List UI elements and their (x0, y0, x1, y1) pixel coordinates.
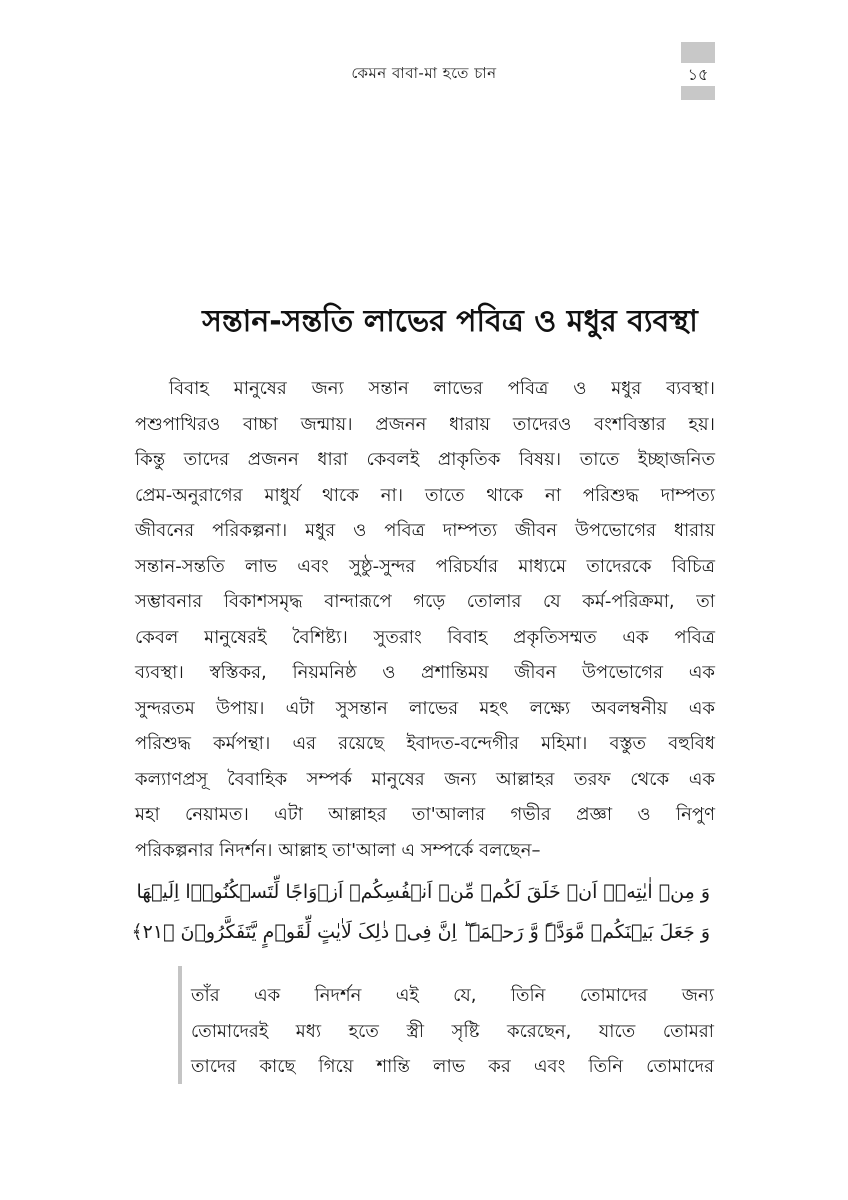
arabic-verse-line: وَ مِنۡ اٰیٰتِهٖۤ اَنۡ خَلَقَ لَکُمۡ مِّنۡ اَنۡفُسِکُمۡ اَزۡوَاجًا لِّتَسۡکُنُوۡۤا اِلَیۡهَا (136, 881, 710, 903)
paragraph-line: কল্যাণপ্রসূ বৈবাহিক সম্পর্ক মানুষের জন্য আল্লাহর তরফ থেকে এক (135, 768, 715, 790)
paragraph-line: প্রেম-অনুরাগের মাধুর্য থাকে না। তাতে থাকে না পরিশুদ্ধ দাম্পত্য (135, 484, 715, 506)
page-number: ১৫ (687, 65, 709, 84)
paragraph-line: কেবল মানুষেরই বৈশিষ্ট্য। সুতরাং বিবাহ প্রকৃতিসম্মত এক পবিত্র (135, 626, 715, 648)
translation-line: তাঁর এক নিদর্শন এই যে, তিনি তোমাদের জন্য (191, 985, 714, 1006)
verse-translation (191, 978, 714, 1085)
translation-line: তোমাদেরই মধ্য হতে স্ত্রী সৃষ্টি করেছেন, যাতে তোমরা (191, 1020, 714, 1042)
translation-line: তাদের কাছে গিয়ে শান্তি লাভ কর এবং তিনি তোমাদের (191, 1056, 714, 1077)
paragraph-line: সম্ভাবনার বিকাশসমৃদ্ধ বান্দারূপে গড়ে তোলার যে কর্ম-পরিক্রমা, তা (135, 591, 715, 612)
page-tab-bottom (681, 86, 715, 100)
paragraph-line: পরিকল্পনার নিদর্শন। আল্লাহ তা'আলা এ সম্পর্কে বলছেন– (135, 839, 541, 861)
paragraph-line: সন্তান-সন্ততি লাভ এবং সুষ্ঠু-সুন্দর পরিচর্যার মাধ্যমে তাদেরকে বিচিত্র (135, 555, 715, 577)
paragraph-line: জীবনের পরিকল্পনা। মধুর ও পবিত্র দাম্পত্য জীবন উপভোগের ধারায় (135, 520, 715, 541)
paragraph-line: ব্যবস্থা। স্বস্তিকর, নিয়মনিষ্ঠ ও প্রশান্তিময় জীবন উপভোগের এক (135, 662, 715, 683)
page-tab-top (681, 42, 715, 63)
running-header: কেমন বাবা-মা হতে চান (351, 64, 497, 82)
paragraph-line: বিবাহ মানুষের জন্য সন্তান লাভের পবিত্র ও মধুর ব্যবস্থা। (169, 378, 715, 399)
arabic-verse-line: وَ جَعَلَ بَیۡنَکُمۡ مَّوَدَّۃً وَّ رَحۡمَۃً ؕ اِنَّ فِیۡ ذٰلِکَ لَاٰیٰتٍ لِّقَوۡمٍ یَّتَفَکَّرُوۡنَ ﴿۲۱﴾ (131, 921, 710, 943)
paragraph-line: মহা নেয়ামত। এটা আল্লাহর তা'আলার গভীর প্রজ্ঞা ও নিপুণ (135, 804, 715, 825)
body-paragraph (135, 371, 715, 868)
arabic-verse (131, 872, 710, 952)
section-heading: সন্তান-সন্ততি লাভের পবিত্র ও মধুর ব্যবস্থা (202, 304, 698, 339)
quote-bar (178, 966, 182, 1084)
paragraph-line: পশুপাখিরও বাচ্চা জন্মায়। প্রজনন ধারায় তাদেরও বংশবিস্তার হয়। (135, 413, 715, 435)
paragraph-line: কিন্তু তাদের প্রজনন ধারা কেবলই প্রাকৃতিক বিষয়। তাতে ইচ্ছাজনিত (135, 449, 715, 470)
paragraph-line: সুন্দরতম উপায়। এটা সুসন্তান লাভের মহৎ লক্ষ্যে অবলম্বনীয় এক (135, 697, 715, 719)
paragraph-line: পরিশুদ্ধ কর্মপন্থা। এর রয়েছে ইবাদত-বন্দেগীর মহিমা। বস্তুত বহুবিধ (135, 733, 715, 754)
